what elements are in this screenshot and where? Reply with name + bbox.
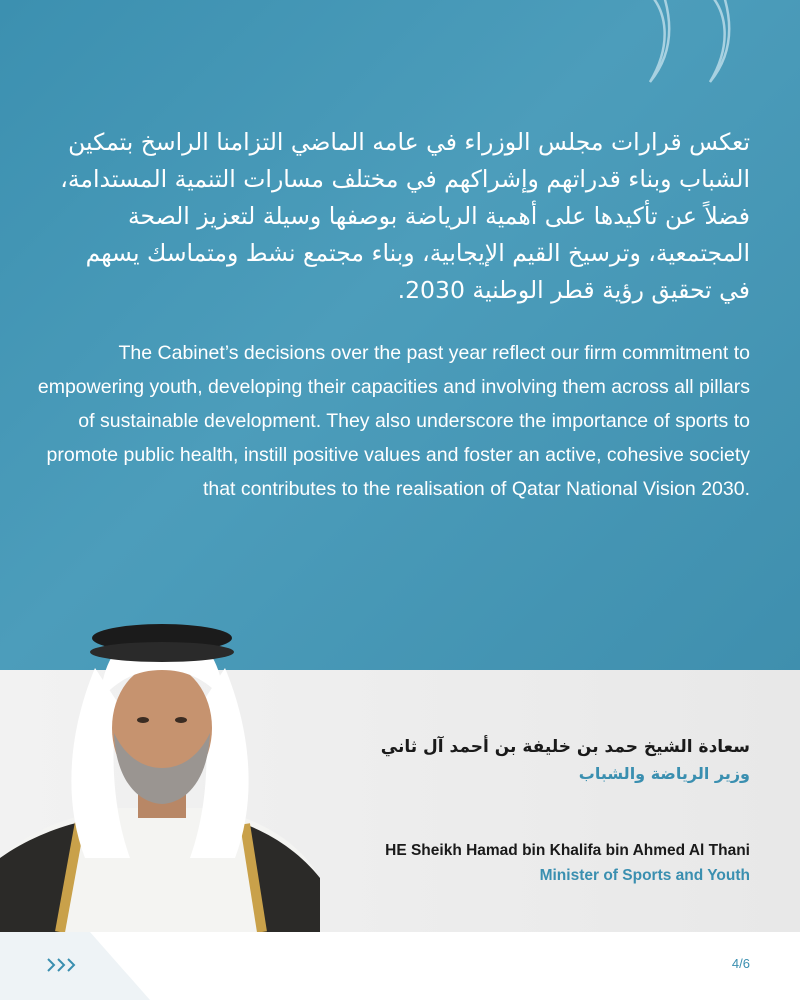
speaker-name-english: HE Sheikh Hamad bin Khalifa bin Ahmed Al Thani [385,842,750,859]
triple-chevron-right-icon[interactable] [46,956,78,974]
quotation-mark-icon [628,0,758,100]
arabic-quote-text: تعكس قرارات مجلس الوزراء في عامه الماضي التزامنا الراسخ بتمكين الشباب وبناء قدراتهم وإشراكهم في مختلف مسارات التنمية المستدامة، فضلاً عن تأكيدها على أهمية الرياضة بوصفها وسيلة لتعزيز الصحة المجتمعية، وترسيخ القيم الإيجابية، وبناء مجتمع نشط ومتماسك يسهم في تحقيق رؤية قطر الوطنية 2030. [60,128,750,304]
speaker-title-english: Minister of Sports and Youth [539,867,750,884]
speaker-name-arabic: سعادة الشيخ حمد بن خليفة بن أحمد آل ثاني [380,737,750,757]
speaker-portrait [0,608,320,932]
page-number: 4/6 [731,956,750,971]
speaker-title-arabic: وزير الرياضة والشباب [578,764,750,783]
speaker-name-block [330,733,750,889]
footer [0,932,800,1000]
english-quote-text: The Cabinet’s decisions over the past year reflect our firm commitment to empowering youth, developing their capacities and involving them across all pillars of sustainable development. They also underscore the importance of sports to promote public health, instill positive values and foster an active, cohesive society that contributes to the realisation of Qatar National Vision 2030. [37,342,750,500]
